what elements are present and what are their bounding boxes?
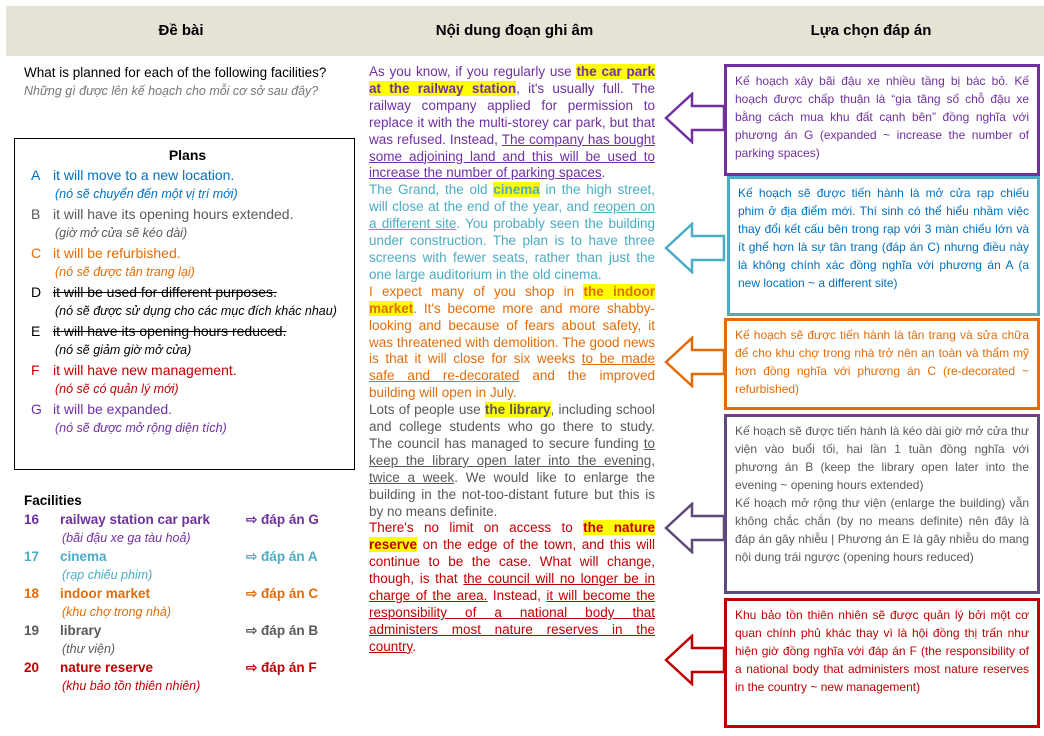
plan-g: [31, 399, 344, 419]
plan-letter: B: [31, 206, 41, 222]
plan-b-translation: (giờ mở cửa sẽ kéo dài): [55, 226, 188, 240]
facility-name: cinema: [60, 549, 107, 564]
keyword-highlight: the indoor market: [369, 283, 655, 316]
facility-number: 20: [24, 660, 40, 675]
facility-18-translation: (khu chợ trong nhà): [62, 605, 172, 619]
plan-f-translation: (nó sẽ có quản lý mới): [55, 382, 179, 396]
key-phrase-underline: The company has bought some adjoining land and this will be used to increase the number of parking spaces: [369, 131, 655, 181]
arrow-left-icon: [664, 222, 726, 274]
question-translation: Những gì được lên kế hoạch cho mỗi cơ sở sau đây?: [24, 84, 319, 98]
plan-a-translation: (nó sẽ chuyển đến một vị trí mới): [55, 187, 238, 201]
transcript-paragraph-car-park: [369, 64, 655, 182]
explanation-text: Kế hoạch sẽ được tiến hành là mở cửa rạp chiếu phim ở địa điểm mới. Thí sinh có thể hiểu nhầm việc thay đổi kết cấu bên trong rạp với 3 màn chiếu lớn và ít ghế hơn là sự tân trang (đáp án C) nhưng điều này là không chính xác đồng nghĩa với phương án A (a new location ~ a different site): [738, 186, 1029, 290]
facility-19: [24, 621, 354, 640]
facility-16: [24, 510, 354, 529]
header-noi-dung: Nội dung đoạn ghi âm: [435, 22, 594, 39]
arrow-left-icon: [664, 336, 726, 388]
plan-c-translation: (nó sẽ được tân trang lại): [55, 265, 195, 279]
transcript-text: .: [412, 638, 417, 654]
plan-text: it will have its opening hours reduced.: [53, 323, 287, 339]
transcript-paragraph-library: [369, 402, 655, 520]
transcript-text: . We would like to enlarge the building in the not-too-distant future but this is by no means definite.: [369, 469, 655, 519]
plan-d: [31, 282, 344, 302]
facility-17-translation: (rạp chiếu phim): [62, 568, 153, 582]
plan-b: [31, 204, 344, 224]
explanation-box-car-park: [724, 64, 1040, 176]
facility-16-translation: (bãi đậu xe ga tàu hoả): [62, 531, 191, 545]
explanation-text: Kế hoạch xây bãi đậu xe nhiều tầng bị bác bỏ. Kế hoạch được chấp thuận là “gia tăng số chỗ đậu xe bằng cách mua khu đất cạnh bên” đồng nghĩa với phương án G (expanded ~ increase the number of parking spaces): [735, 74, 1029, 160]
keyword-highlight: the nature reserve: [369, 520, 655, 553]
arrow-left-icon: [664, 502, 726, 554]
transcript-text: I expect many of you shop in: [369, 283, 584, 299]
transcript-text: in the high street, will close at the end of the year, and: [369, 182, 655, 215]
facility-answer: ⇨ đáp án F: [246, 660, 317, 675]
facility-number: 16: [24, 512, 40, 527]
header-lua-chon: Lựa chọn đáp án: [810, 22, 932, 39]
plan-c: [31, 243, 344, 263]
plan-text: it will be expanded.: [53, 401, 173, 417]
facility-name: railway station car park: [60, 512, 211, 527]
keyword-highlight: the car park at the railway station: [369, 64, 655, 96]
transcript-text: As you know, if you regularly use: [369, 64, 577, 79]
facility-answer: ⇨ đáp án G: [246, 512, 319, 527]
transcript-paragraph-market: [369, 284, 655, 402]
transcript-text: .: [601, 165, 606, 181]
transcript-paragraph-cinema: [369, 182, 655, 283]
facility-20: [24, 658, 354, 677]
arrow-left-icon: [664, 634, 726, 686]
transcript-paragraph-nature-reserve: [369, 520, 655, 655]
facility-answer: ⇨ đáp án C: [246, 586, 319, 601]
plan-letter: F: [31, 362, 40, 378]
plan-text: it will have new management.: [53, 362, 237, 378]
facility-answer: ⇨ đáp án B: [246, 623, 319, 638]
facilities-block: [24, 492, 354, 695]
transcript-text: on the edge of the town, and this will continue to be the case. What will change, though, is that: [369, 537, 655, 587]
facility-name: nature reserve: [60, 660, 154, 675]
plan-text: it will be refurbished.: [53, 245, 181, 261]
transcript-text: There's no limit on access to: [369, 520, 584, 536]
key-phrase-underline: to keep the library open later into the evening, twice a week: [369, 435, 655, 485]
key-phrase-underline: reopen on a different site: [369, 199, 655, 232]
facility-name: indoor market: [60, 586, 151, 601]
explanation-text: Kế hoạch mở rộng thư viện (enlarge the building) vẫn không chắc chắn (by no means definite) nên đây là đáp án gây nhiễu | Phương án E là gây nhiễu do mang nội dung trái ngược (opening hours reduced): [735, 496, 1029, 564]
plan-text: it will move to a new location.: [53, 167, 235, 183]
facility-17: [24, 547, 354, 566]
explanation-text: Khu bảo tồn thiên nhiên sẽ được quản lý bởi một cơ quan chính phủ khác thay vì là hội đồng thị trấn như hiện giờ đồng nghĩa với đáp án F (the responsibility of a national body that administers most nature reserves in the country ~ new management): [735, 608, 1029, 694]
arrow-left-icon: [664, 92, 726, 144]
key-phrase-underline: it will become the responsibility of a national body that administers most nature reserves in the country: [369, 588, 655, 654]
keyword-highlight: the library: [484, 402, 551, 418]
explanation-text: Kế hoạch sẽ được tiến hành là kéo dài giờ mở cửa thư viện vào buổi tối, hai lần 1 tuần đồng nghĩa với phương án B (keep the library open later into the evening ~ opening hours extended): [735, 424, 1029, 492]
header-de-bai: Đề bài: [158, 22, 204, 39]
transcript-text: Lots of people use: [369, 402, 485, 418]
plan-e: [31, 321, 344, 341]
facility-number: 18: [24, 586, 40, 601]
plan-e-translation: (nó sẽ giảm giờ mở cửa): [55, 343, 192, 357]
question-text: What is planned for each of the following facilities?: [24, 65, 327, 80]
plan-text: it will have its opening hours extended.: [53, 206, 294, 222]
facility-name: library: [60, 623, 102, 638]
explanation-box-market: [724, 318, 1040, 410]
transcript-text: . You probably seen the building under construction. The plan is to have three screens with fewer seats, rather than just the one large auditorium in the old cinema.: [369, 216, 655, 282]
plans-box: [14, 138, 355, 470]
transcript-text: Instead,: [487, 588, 547, 604]
facility-number: 19: [24, 623, 40, 638]
key-phrase-underline: the council will no longer be in charge of the area.: [369, 571, 656, 604]
facility-number: 17: [24, 549, 40, 564]
key-phrase-underline: to be made safe and re-decorated: [369, 351, 655, 384]
plan-letter: C: [31, 245, 42, 261]
question-block: [24, 64, 354, 100]
explanation-box-nature-reserve: [724, 598, 1040, 728]
facility-answer: ⇨ đáp án A: [246, 549, 318, 564]
facility-19-translation: (thư viện): [62, 642, 116, 656]
plans-title: Plans: [168, 147, 207, 163]
facilities-title: Facilities: [24, 493, 82, 508]
plan-g-translation: (nó sẽ được mở rộng diện tích): [55, 421, 227, 435]
plan-letter: G: [31, 401, 42, 417]
transcript-text: The Grand, the old: [369, 182, 494, 198]
facility-20-translation: (khu bảo tồn thiên nhiên): [62, 679, 201, 693]
explanation-box-cinema: [727, 176, 1040, 316]
explanation-box-library: [724, 414, 1040, 594]
facility-18: [24, 584, 354, 603]
plan-f: [31, 360, 344, 380]
transcript-text: and the improved building will open in July.: [369, 368, 655, 401]
transcript-text: . It's become more and more shabby-looking and because of fears about safety, it was threatened with demolition. The good news is that it will close for six weeks: [369, 300, 655, 367]
keyword-highlight: cinema: [493, 182, 540, 198]
plan-letter: E: [31, 323, 41, 339]
plan-letter: D: [31, 284, 42, 300]
transcript-text: , including school and college students who go there to study. The council has managed to secure funding: [369, 402, 655, 451]
plan-text: it will be used for different purposes.: [53, 284, 277, 300]
table-header: [6, 6, 1044, 56]
plan-d-translation: (nó sẽ được sử dụng cho các mục đích khác nhau): [55, 304, 337, 318]
plan-letter: A: [31, 167, 41, 183]
transcript-text: , it's usually full. The railway company applied for permission to replace it with the multi-storey car park, but that was refused. Instead,: [369, 80, 655, 147]
plan-a: [31, 165, 344, 185]
explanation-text: Kế hoạch sẽ được tiến hành là tân trang và sửa chữa để cho khu chợ trong nhà trở nên an toàn và thẩm mỹ hơn đồng nghĩa với phương án C (re-decorated ~ refurbished): [735, 328, 1029, 396]
transcript: [369, 64, 655, 656]
